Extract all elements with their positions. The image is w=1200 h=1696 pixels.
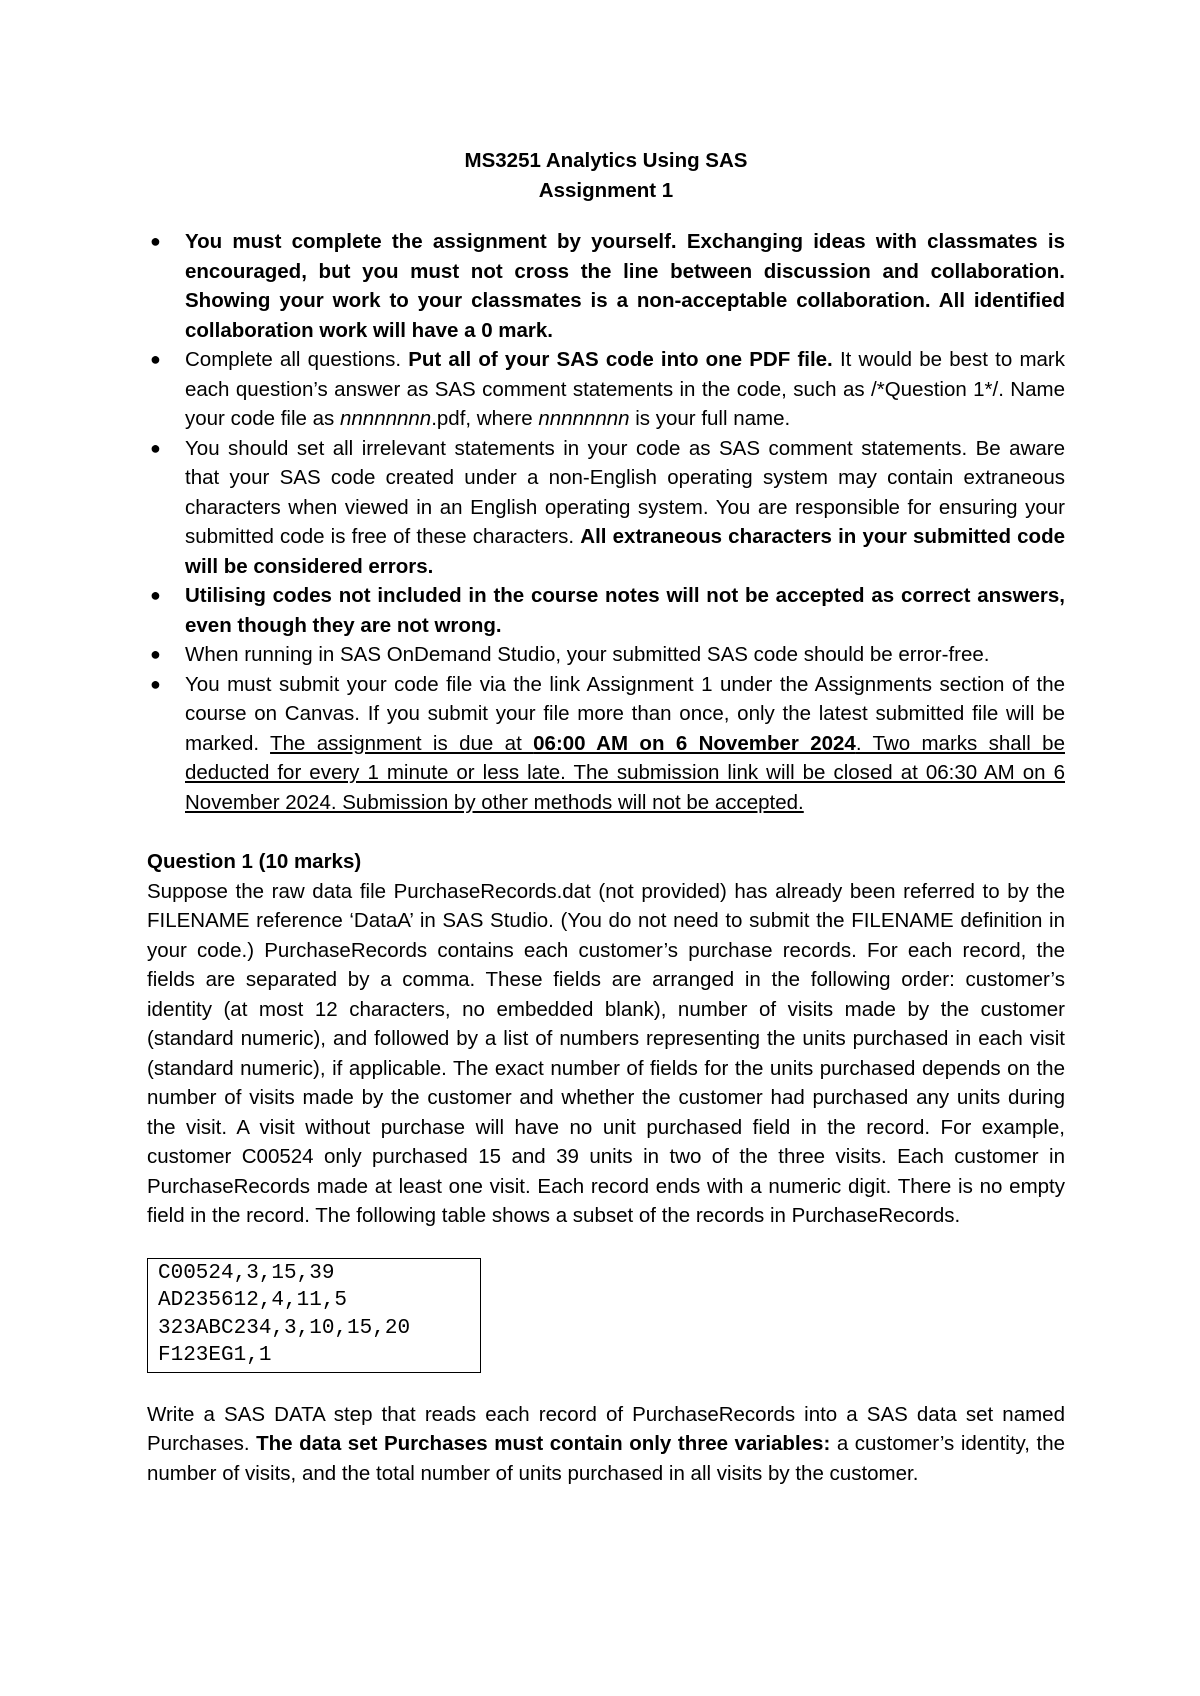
rule-text: Utilising codes not included in the course notes will not be accepted as correct answers, even though they are not wrong. — [185, 584, 1065, 637]
rule-text: You should set all irrelevant statements in your code as SAS comment statements. Be aware that your SAS code created under a non-English operating system may contain extraneous characters when viewed in an English operating system. You are responsible for ensuring your submitted code is free of these characters. — [185, 436, 1065, 548]
rule-item — [147, 670, 1065, 818]
records-table — [147, 1258, 481, 1373]
task-text: Write a SAS DATA step that reads each record of PurchaseRecords into a SAS data set named Purchases. — [147, 1402, 1065, 1455]
record-line: AD235612,4,11,5 — [158, 1289, 348, 1312]
course-title: MS3251 Analytics Using SAS — [464, 149, 748, 172]
question-heading: Question 1 (10 marks) — [147, 850, 362, 873]
deadline-time: 06:00 AM on 6 November 2024 — [533, 731, 856, 755]
bullet-icon: ● — [150, 437, 161, 458]
rule-text-italic: nnnnnnnn — [538, 407, 630, 430]
document-page — [147, 146, 1065, 1488]
bullet-icon: ● — [150, 349, 161, 369]
task-text: a customer’s identity, the number of visits, and the total number of units purchased in all visits by the customer. — [147, 1432, 1065, 1485]
rule-text: .pdf, where — [431, 407, 539, 430]
rule-item — [147, 345, 1065, 434]
deadline-text — [185, 732, 1065, 814]
rule-text: You must complete the assignment by yourself. Exchanging ideas with classmates is encouraged, but you must not cross the line between discussion and collaboration. Showing your work to your classmates is a non-acceptable collaboration. All identified collaboration work will have a 0 mark. — [185, 230, 1065, 342]
rule-text: When running in SAS OnDemand Studio, your submitted SAS code should be error-free. — [185, 643, 990, 666]
rule-text: is your full name. — [629, 407, 791, 430]
rule-text-bold: Put all of your SAS code into one PDF file. — [408, 348, 833, 371]
rules-list — [147, 227, 1065, 817]
rule-item — [147, 640, 1065, 670]
title-block — [147, 146, 1065, 205]
deadline-text-part: The assignment is due at — [270, 731, 534, 755]
bullet-icon: ● — [150, 585, 161, 605]
rule-item — [147, 434, 1065, 582]
bullet-icon: ● — [150, 644, 161, 664]
assignment-title: Assignment 1 — [538, 178, 674, 202]
rule-text-bold: All extraneous characters in your submitted code will be considered errors. — [185, 525, 1065, 578]
record-line: 323ABC234,3,10,15,20 — [158, 1316, 411, 1340]
deadline-text-part: . Two marks shall be deducted for every 1 minute or less late. The submission link will be closed at 06:30 AM on 6 November 2024. Submission by other methods will not be accepted. — [185, 731, 1065, 814]
rule-item — [147, 581, 1065, 640]
rule-text: It would be best to mark each question’s answer as SAS comment statements in the code, such as /*Question 1*/. Name your code file as — [185, 348, 1065, 430]
record-line: F123EG1,1 — [158, 1344, 272, 1367]
question-task — [147, 1400, 1065, 1489]
rule-text: Complete all questions. — [185, 348, 409, 371]
record-line: C00524,3,15,39 — [158, 1261, 335, 1285]
bullet-icon: ● — [150, 673, 161, 694]
rule-text-italic: nnnnnnnn — [339, 407, 432, 430]
rule-item — [147, 227, 1065, 345]
question-description: Suppose the raw data file PurchaseRecords.dat (not provided) has already been referred to by the FILENAME reference ‘DataA’ in SAS Studio. (You do not need to submit the FILENAME definition in your code.) PurchaseRecords contains each customer’s purchase records. For each record, the fields are separated by a comma. These fields are arranged in the following order: customer’s identity (at most 12 characters, no embedded blank), number of visits made by the customer (standard numeric), and followed by a list of numbers representing the units purchased in each visit (standard numeric), if applicable. The exact number of fields for the units purchased depends on the number of visits made by the customer and whether the customer had purchased any units during the visit. A visit without purchase will have no unit purchased field in the record. For example, customer C00524 only purchased 15 and 39 units in two of the three visits. Each customer in PurchaseRecords made at least one visit. Each record ends with a numeric digit. There is no empty field in the record. The following table shows a subset of the records in PurchaseRecords. — [147, 879, 1065, 1227]
rule-text: You must submit your code file via the link Assignment 1 under the Assignments section of the course on Canvas. If you submit your file more than once, only the latest submitted file will be marked. — [185, 672, 1065, 755]
task-text-bold: The data set Purchases must contain only three variables: — [256, 1432, 831, 1455]
bullet-icon: ● — [150, 231, 161, 251]
